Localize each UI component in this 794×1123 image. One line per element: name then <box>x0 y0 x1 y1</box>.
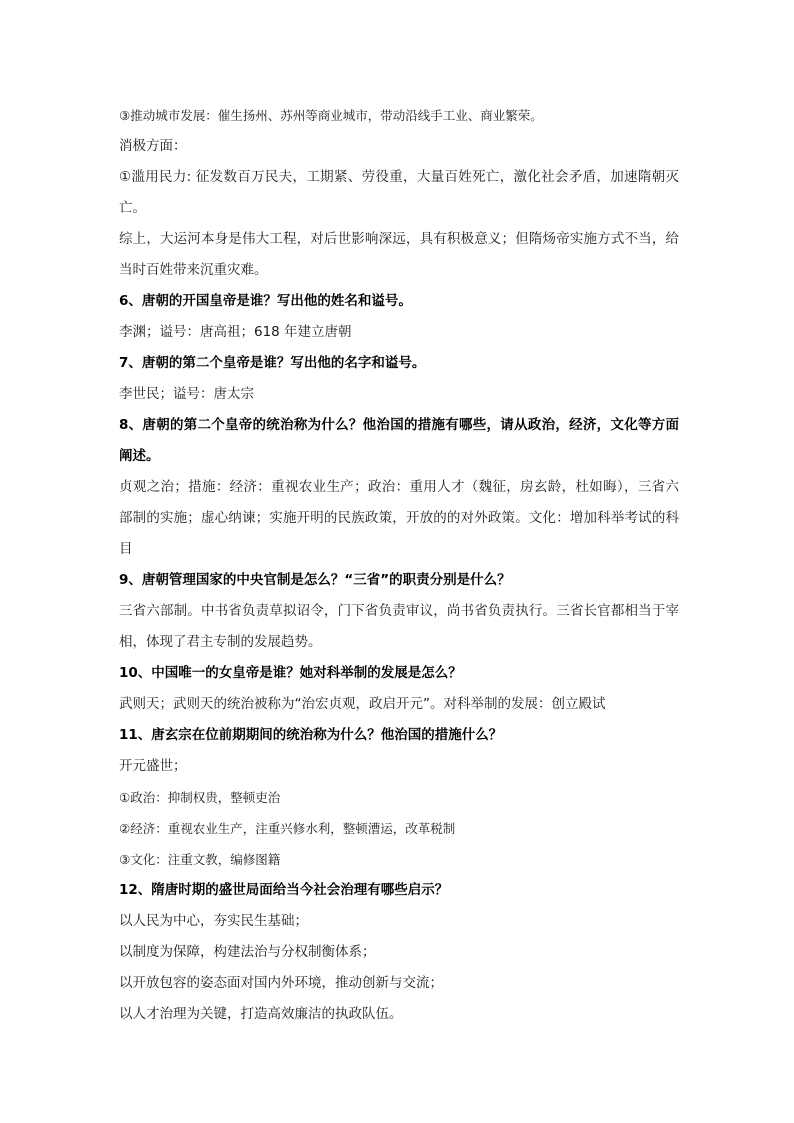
answer-11: 开元盛世； <box>119 758 187 774</box>
paragraph-negative-heading: 消极方面： <box>119 138 187 154</box>
question-9: 9、唐朝管理国家的中央官制是怎么？“三省”的职责分别是什么？ <box>119 572 511 588</box>
paragraph-summary: 综上，大运河本身是伟大工程，对后世影响深远，具有积极意义；但隋炀帝实施方式不当，给当时百姓带来沉重灾难。 <box>119 231 679 278</box>
paragraph-negative-point-1: ①滥用民力: 征发数百万民夫，工期紧、劳役重，大量百姓死亡，激化社会矛盾，加速隋朝灭亡。 <box>119 169 679 216</box>
question-10: 10、中国唯一的女皇帝是谁？她对科举制的发展是怎么？ <box>119 665 462 681</box>
answer-7: 李世民；谥号：唐太宗 <box>119 386 254 402</box>
answer-8: 贞观之治；措施：经济：重视农业生产；政治：重用人才（魏征，房玄龄，杜如晦），三省六部制的实施；虚心纳谏；实施开明的民族政策，开放的的对外政策。文化：增加科举考试的科目 <box>119 479 679 557</box>
question-7: 7、唐朝的第二个皇帝是谁？写出他的名字和谥号。 <box>119 355 426 371</box>
answer-11-economy: ②经济：重视农业生产，注重兴修水利，整顿漕运，改革税制 <box>119 821 456 836</box>
answer-12-point-2: 以制度为保障，构建法治与分权制衡体系； <box>119 944 376 960</box>
question-6: 6、唐朝的开国皇帝是谁？写出他的姓名和谥号。 <box>119 293 412 309</box>
paragraph-positive-point-3: ③推动城市发展：催生扬州、苏州等商业城市，带动沿线手工业、商业繁荣。 <box>119 108 543 123</box>
answer-12-point-1: 以人民为中心，夯实民生基础； <box>119 913 308 929</box>
answer-12-point-4: 以人才治理为关键，打造高效廉洁的执政队伍。 <box>119 1006 403 1022</box>
question-12: 12、隋唐时期的盛世局面给当今社会治理有哪些启示？ <box>119 882 449 898</box>
question-11: 11、唐玄宗在位前期期间的统治称为什么？他治国的措施什么？ <box>119 727 503 743</box>
answer-10: 武则天；武则天的统治被称为“治宏贞观，政启开元”。对科举制的发展：创立殿试 <box>119 696 606 712</box>
question-8: 8、唐朝的第二个皇帝的统治称为什么？他治国的措施有哪些，请从政治，经济，文化等方面阐述。 <box>119 417 679 464</box>
answer-11-culture: ③文化：注重文教，编修图籍 <box>119 852 281 867</box>
answer-11-politics: ①政治：抑制权贵，整顿吏治 <box>119 790 281 805</box>
document-body <box>119 100 679 1030</box>
answer-6: 李渊；谥号：唐高祖；618 年建立唐朝 <box>119 324 352 340</box>
answer-9: 三省六部制。中书省负责草拟诏令，门下省负责审议，尚书省负责执行。三省长官都相当于宰相，体现了君主专制的发展趋势。 <box>119 603 679 650</box>
answer-12-point-3: 以开放包容的姿态面对国内外环境，推动创新与交流； <box>119 975 443 991</box>
